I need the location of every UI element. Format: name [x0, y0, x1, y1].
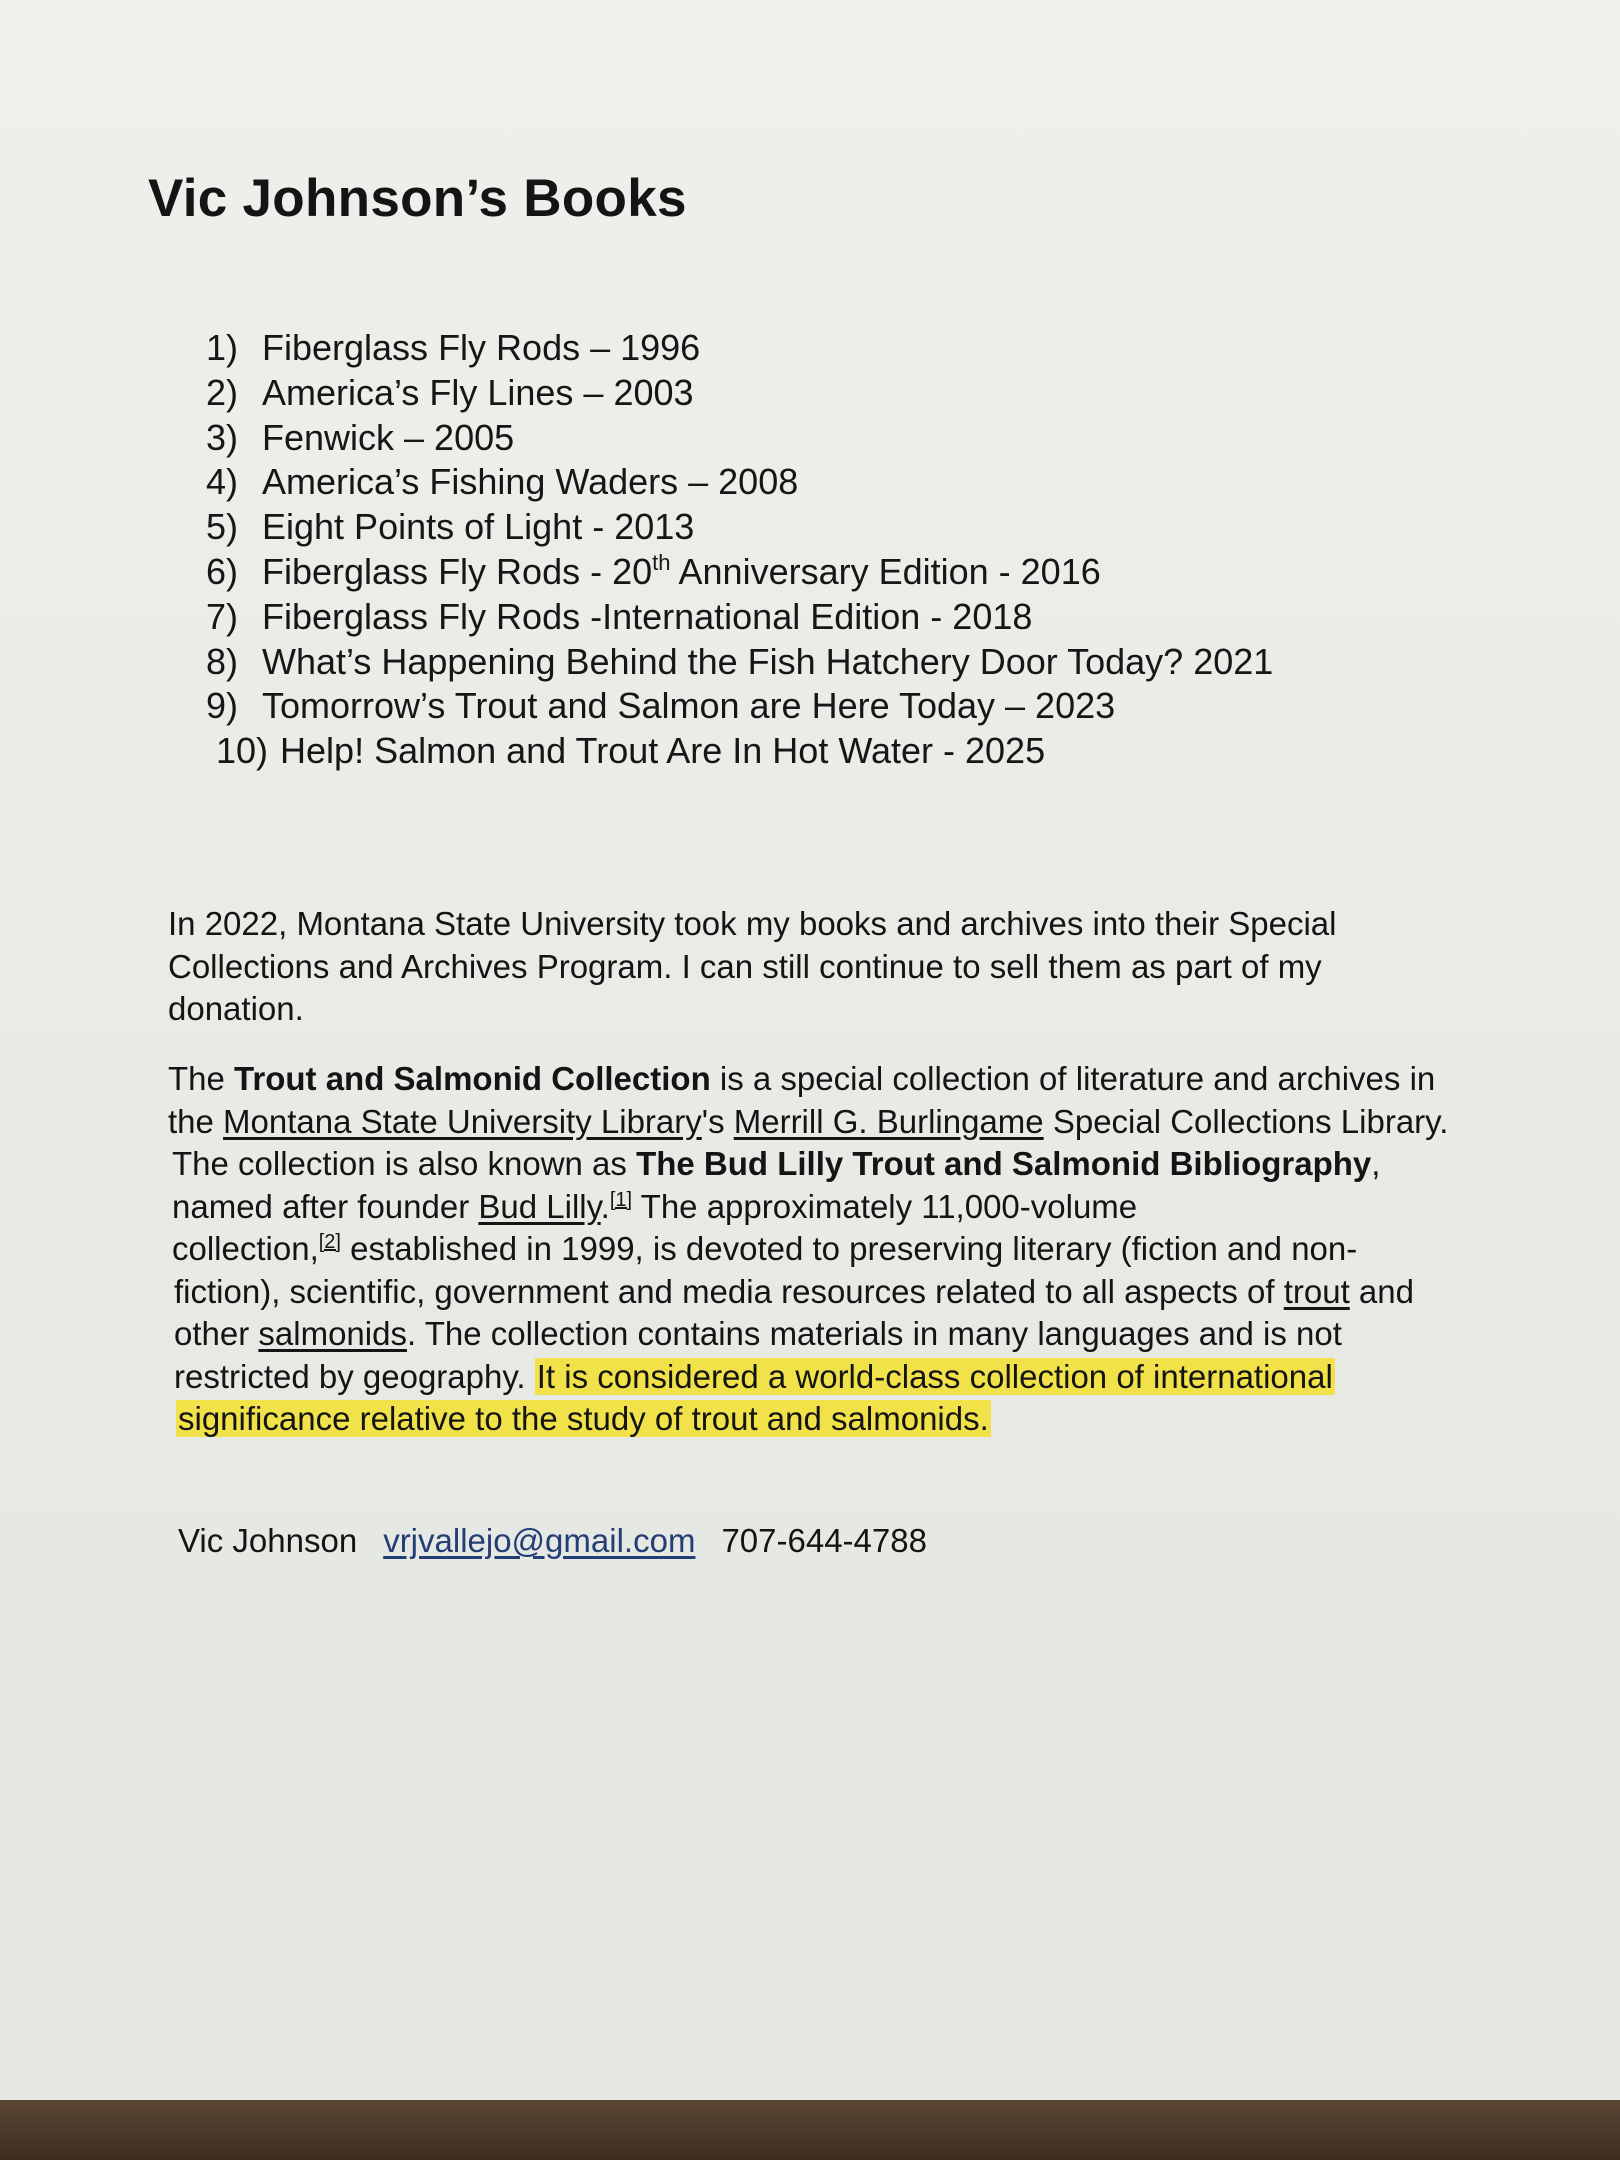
book-title: Fiberglass Fly Rods -International Edition - 2018	[262, 595, 1033, 637]
list-item	[206, 729, 1273, 774]
text-run: The approximately 11,000-volume	[632, 1187, 1138, 1225]
list-number: 10)	[216, 730, 269, 772]
table-surface	[0, 2100, 1620, 2160]
trout-link[interactable]: trout	[1283, 1272, 1350, 1310]
msu-library-link[interactable]: Montana State University Library	[223, 1102, 702, 1140]
text-run: named after founder	[172, 1187, 479, 1225]
highlighted-text: significance relative to the study of trout and salmonids.	[178, 1400, 989, 1437]
list-item	[206, 416, 1273, 461]
text-run: . The collection contains materials in many languages and is not	[406, 1315, 1342, 1352]
paragraph-line	[168, 1101, 1538, 1144]
page-title: Vic Johnson’s Books	[148, 169, 687, 228]
list-item	[206, 505, 1273, 550]
contact-name: Vic Johnson	[178, 1522, 358, 1559]
text-run: restricted by geography.	[174, 1357, 535, 1395]
collection-description-paragraph	[168, 1058, 1538, 1441]
paragraph-line: Collections and Archives Program. I can still continue to sell them as part of my	[168, 947, 1322, 985]
text-run: The collection is also known as	[172, 1145, 637, 1182]
text-run: Special Collections Library.	[1043, 1102, 1449, 1140]
book-title: Fiberglass Fly Rods – 1996	[262, 327, 701, 368]
book-title	[262, 551, 1101, 592]
list-item	[206, 550, 1273, 595]
book-title: What’s Happening Behind the Fish Hatchery Door Today? 2021	[262, 640, 1274, 682]
list-item	[206, 595, 1273, 640]
msu-donation-paragraph	[168, 903, 1538, 1031]
list-item	[206, 460, 1273, 505]
paragraph-line	[168, 1356, 1538, 1399]
paragraph-line	[168, 1186, 1538, 1229]
text-run: 's	[701, 1102, 734, 1140]
list-number: 4)	[206, 461, 239, 503]
burlingame-link[interactable]: Merrill G. Burlingame	[733, 1102, 1044, 1140]
list-number: 1)	[206, 327, 239, 368]
paragraph-line: donation.	[168, 990, 304, 1027]
list-number: 7)	[206, 595, 239, 637]
list-item	[206, 371, 1273, 416]
text-run: the	[168, 1102, 224, 1140]
contact-phone: 707-644-4788	[721, 1522, 927, 1559]
list-item	[206, 640, 1273, 685]
paragraph-line	[168, 1271, 1538, 1314]
list-number: 8)	[206, 640, 239, 682]
text-run: established in 1999, is devoted to preserving literary (fiction and non-	[341, 1230, 1358, 1267]
book-title: Help! Salmon and Trout Are In Hot Water - 2025	[280, 730, 1046, 772]
ordinal-superscript: th	[652, 549, 671, 575]
list-number: 6)	[206, 550, 239, 592]
email-link[interactable]: vrjvallejo@gmail.com	[383, 1522, 696, 1559]
book-title: America’s Fly Lines – 2003	[262, 371, 694, 413]
list-number: 2)	[206, 371, 239, 413]
book-title-part: Fiberglass Fly Rods - 20	[262, 550, 653, 592]
text-run: ,	[1371, 1145, 1381, 1182]
book-title: Fenwick – 2005	[262, 416, 515, 458]
bud-lilly-link[interactable]: Bud Lilly	[478, 1187, 601, 1225]
salmonids-link[interactable]: salmonids	[258, 1315, 407, 1352]
highlighted-text: It is considered a world-class collection of international	[536, 1357, 1333, 1395]
book-title: Tomorrow’s Trout and Salmon are Here Today – 2023	[262, 685, 1116, 727]
collection-name-bold: Trout and Salmonid Collection	[234, 1060, 711, 1097]
text-run: collection,	[172, 1230, 319, 1267]
list-number: 3)	[206, 416, 239, 458]
paragraph-line	[168, 1143, 1538, 1186]
book-title: America’s Fishing Waders – 2008	[262, 461, 799, 503]
bibliography-name-bold: The Bud Lilly Trout and Salmonid Bibliography	[636, 1145, 1372, 1182]
text-run: and	[1349, 1272, 1414, 1310]
book-title-part: Anniversary Edition - 2016	[670, 550, 1101, 592]
text-run: other	[174, 1315, 259, 1352]
text-run: is a special collection of literature and archives in	[710, 1060, 1436, 1097]
footnote-ref-1[interactable]: [1]	[609, 1188, 633, 1211]
text-run: fiction), scientific, government and media resources related to all aspects of	[174, 1272, 1284, 1310]
book-list	[206, 326, 1273, 774]
contact-line	[178, 1522, 927, 1560]
paragraph-line	[168, 1398, 1538, 1441]
list-number: 5)	[206, 506, 239, 548]
paragraph-line	[168, 1058, 1538, 1101]
paragraph-line: In 2022, Montana State University took my books and archives into their Special	[168, 905, 1337, 942]
paragraph-line	[168, 1228, 1538, 1271]
footnote-ref-2[interactable]: [2]	[318, 1231, 341, 1253]
paragraph-line	[168, 1313, 1538, 1356]
list-item	[206, 326, 1273, 371]
text-run: The	[168, 1060, 235, 1097]
text-run: .	[600, 1187, 610, 1225]
list-item	[206, 684, 1273, 729]
list-number: 9)	[206, 685, 239, 727]
book-title: Eight Points of Light - 2013	[262, 506, 695, 548]
